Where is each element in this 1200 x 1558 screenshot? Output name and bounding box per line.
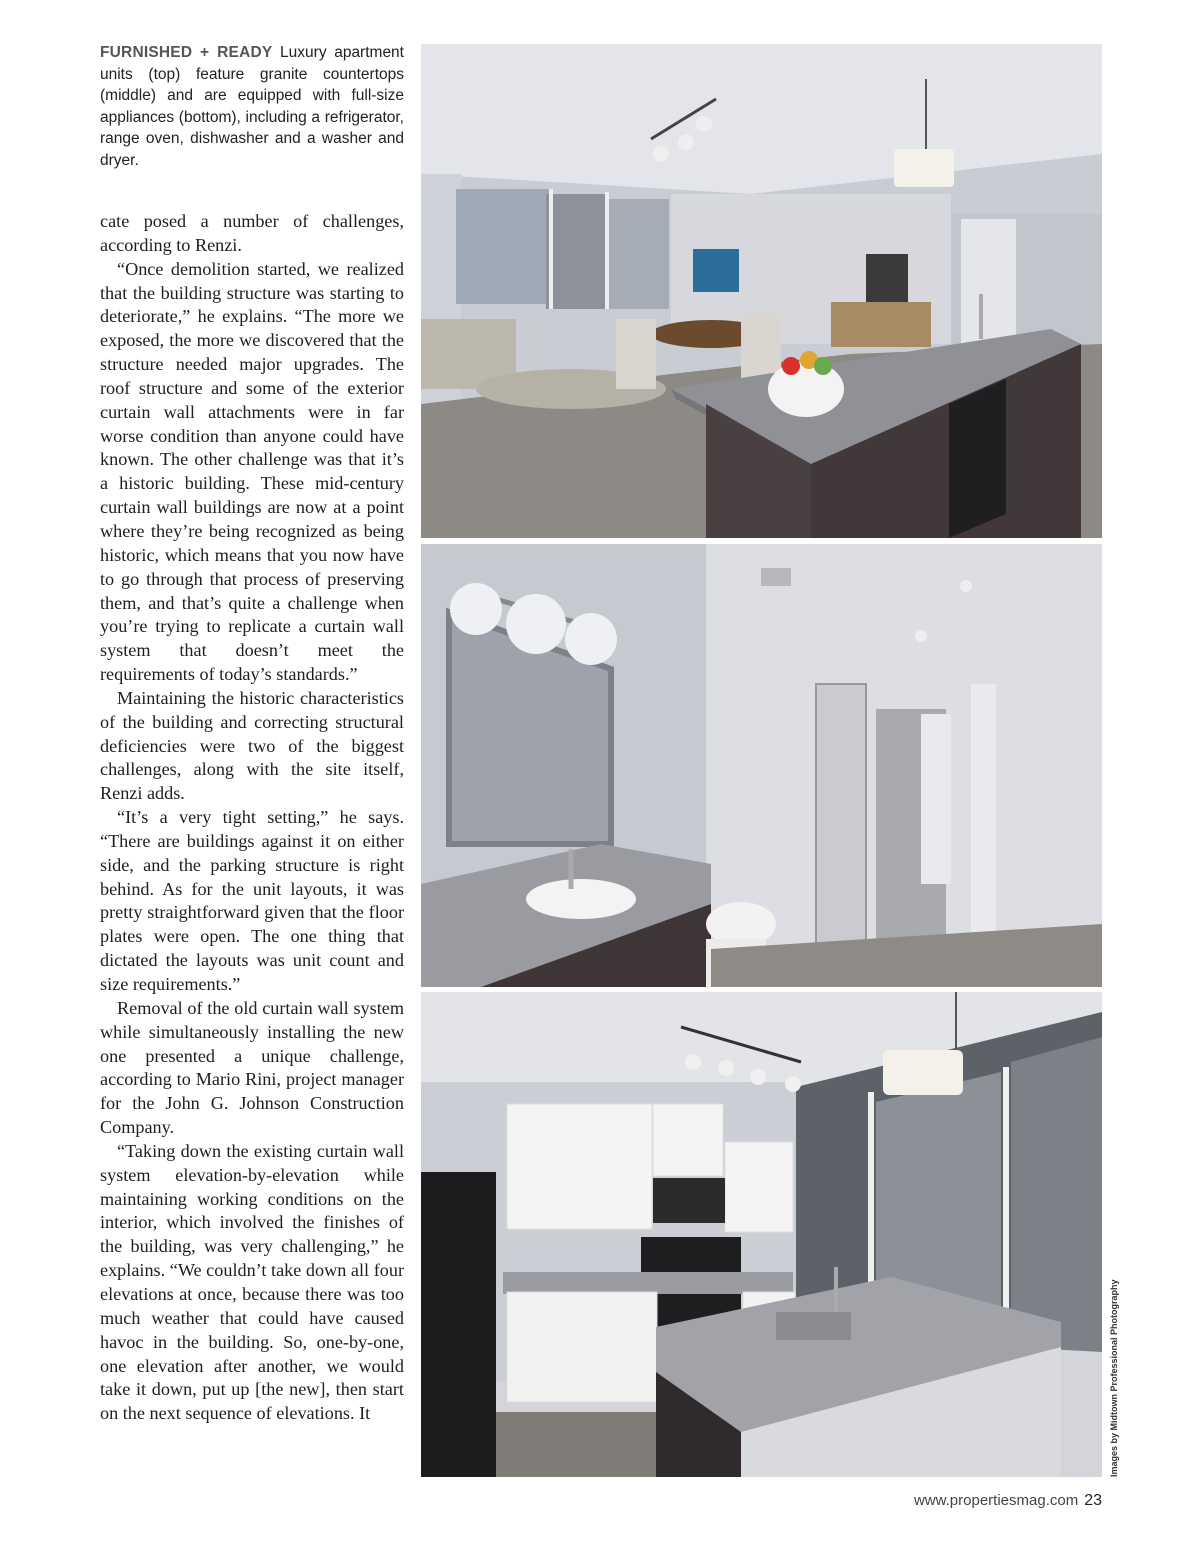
photo-credit: Images by Midtown Professional Photography [1109,1279,1119,1477]
caption-lead: FURNISHED + READY [100,44,273,61]
footer-url[interactable]: www.propertiesmag.com [913,1492,1079,1509]
article-body [100,210,404,1426]
living-kitchen-image [421,44,1102,538]
article-paragraph: Maintaining the historic characteristics of the building and correcting structural deficiencies were two of the biggest challenges, along with the site itself, Renzi adds. [100,687,404,804]
kitchen-appliances-image [421,992,1102,1477]
bathroom-photo [421,544,1102,987]
page-number: 23 [1084,1492,1102,1509]
article-paragraph: “Taking down the existing curtain wall system elevation-by-elevation while maintaining working conditions on the interior, which involved the finishes of the building, was very challenging,” he explains. “We couldn’t take down all four elevations at once, because there was too much weather that could have caused havoc in the building. So, one-by-one, one elevation after another, we would take it down, put up [the new], then start on the next sequence of elevations. It [100,1140,404,1424]
article-paragraph: “It’s a very tight setting,” he says. “There are buildings against it on either side, and the parking structure is right behind. As for the unit layouts, it was pretty straightforward given that the floor plates were open. The one thing that dictated the layouts was unit count and size requirements.” [100,807,404,994]
article-paragraph: Removal of the old curtain wall system while simultaneously installing the new one presented a unique challenge, according to Mario Rini, project manager for the John G. Johnson Construction Company. [100,997,404,1138]
photo-caption [100,42,404,171]
living-kitchen-photo [421,44,1102,538]
article-paragraph: “Once demolition started, we realized that the building structure was starting to deteriorate,” he explains. “The more we exposed, the more we discovered that the structure needed major upgrades. The roof structure and some of the exterior curtain wall attachments were in far worse condition than anyone could have known. The other challenge was that it’s a historic building. These mid-century curtain wall buildings are now at a point where they’re being recognized as being historic, which means that you now have to go through that process of preserving them, and that’s quite a challenge when you’re trying to replicate a curtain wall system that doesn’t meet the requirements of today’s standards.” [100,258,404,685]
page-footer [914,1492,1102,1510]
caption-text: Luxury apartment units (top) feature granite countertops (middle) and are equipped with full-size appliances (bottom), including a refrigerator, range oven, dishwasher and a washer and dryer. [100,44,404,169]
article-paragraph: cate posed a number of challenges, according to Renzi. [100,211,404,255]
kitchen-appliances-photo [421,992,1102,1477]
bathroom-image [421,544,1102,987]
